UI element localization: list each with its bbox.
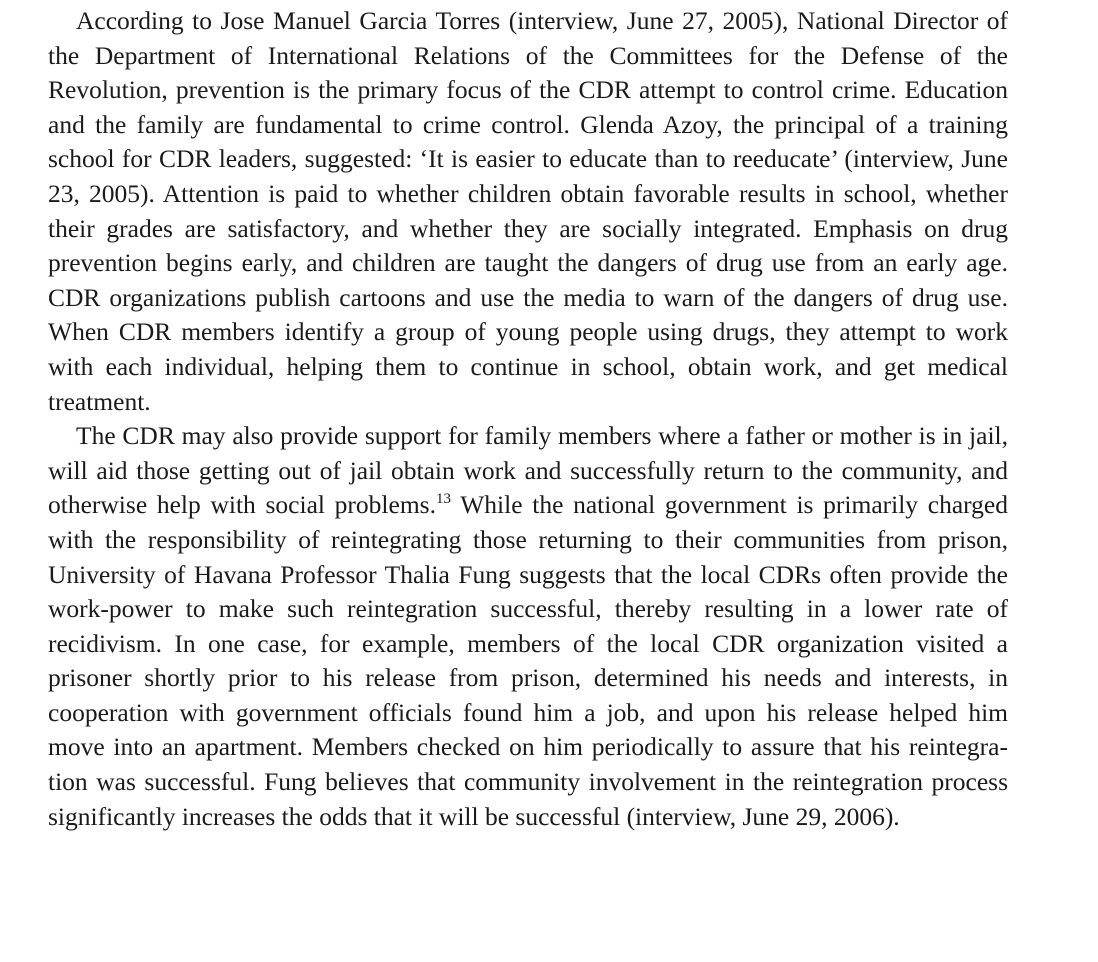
paragraph-2-text-before-note: The CDR may also provide support for family members where a father or mother is in jail, will aid those getting out of jail obtain work and successfully return to the community, and otherwise help with social problems. — [48, 421, 1008, 520]
paragraph-2 — [48, 419, 1008, 834]
paragraph-2-text-after-note: While the national government is primarily charged with the responsibility of reintegrating those returning to their communities from prison, University of Havana Professor Thalia Fung suggests that the local CDRs often provide the work-power to make such reintegration successful, thereby resulting in a lower rate of recidivism. In one case, for example, members of the local CDR organization visited a prisoner shortly prior to his release from prison, determined his needs and interests, in cooperation with government officials found him a job, and upon his release helped him move into an apartment. Members checked on him periodically to assure that his reintegration was successful. Fung believes that community involvement in the reintegration process significantly increases the odds that it will be successful (interview, June 29, 2006). — [48, 490, 1008, 831]
footnote-marker: 13 — [435, 491, 451, 508]
document-page — [48, 4, 1008, 834]
paragraph-1: According to Jose Manuel Garcia Torres (interview, June 27, 2005), National Director of the Department of International Relations of the Committees for the Defense of the Revolution, prevention is the primary focus of the CDR attempt to control crime. Education and the family are fundamental to crime control. Glenda Azoy, the principal of a training school for CDR leaders, suggested: ‘It is easier to educate than to reeducate’ (interview, June 23, 2005). Attention is paid to whether children obtain favorable results in school, whether their grades are satisfactory, and whether they are socially integrated. Emphasis on drug prevention begins early, and children are taught the dangers of drug use from an early age. CDR organizations publish cartoons and use the media to warn of the dangers of drug use. When CDR members identify a group of young people using drugs, they attempt to work with each individual, helping them to continue in school, obtain work, and get medical treatment. — [48, 6, 1008, 416]
